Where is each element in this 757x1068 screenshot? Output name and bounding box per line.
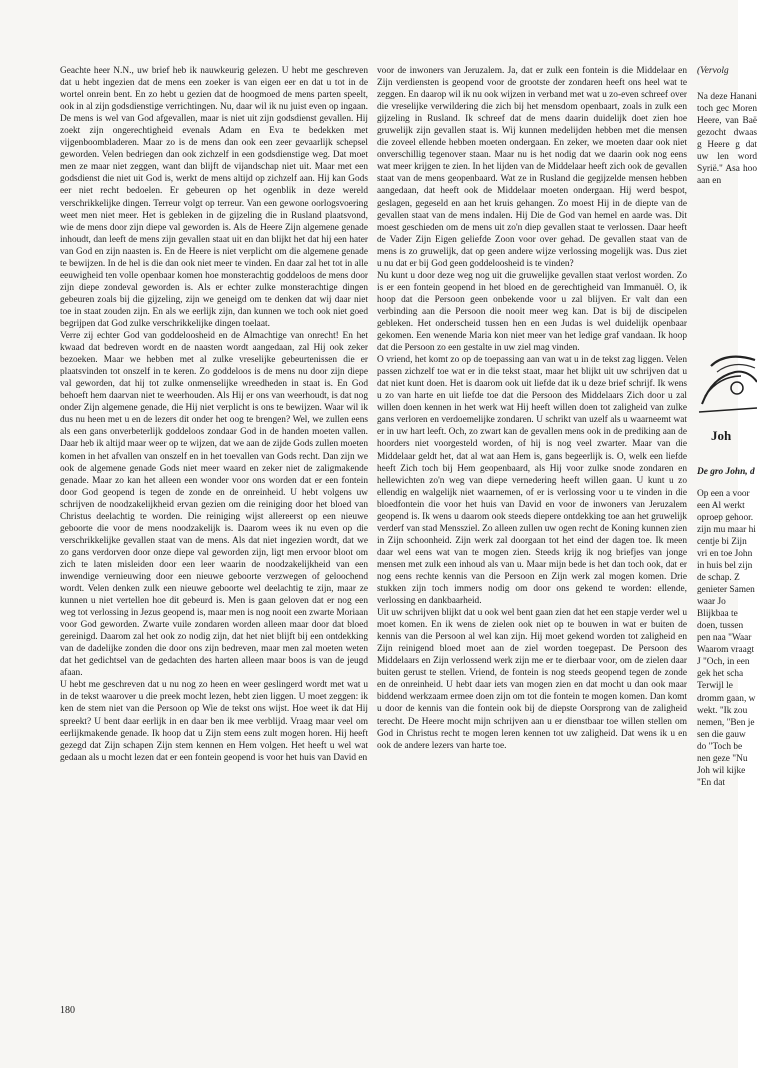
paragraph: Uit uw schrijven blijkt dat u ook wel bent gaan zien dat het een stapje verder wel u moet komen. En ik wens de zielen ook niet op te bouwen in wat er buiten de kennis van die Persoon al wel kan zijn. Hij moet gekend worden tot zaligheid en Zijn reinigend bloed moet aan de ziel worden toegepast. De Persoon des Middelaars en Zijn verlossend werk zijn me er te dierbaar voor, om de zielen daar buiten gerust te stellen. Vriend, de fontein is nog steeds geopend tegen de zonde en de onreinheid. U hebt daar iets van mogen zien en dat mocht u dan ook maar biddend werkzaam ermee doen zijn om tot die fontein te mogen komen. Dan komt u door de kennis van die fontein ook bij de diepste Oorsprong van de zaligheid terecht. De Heere mocht mijn schrijven aan u er dienstbaar toe willen stellen om God in Christus recht te mogen leren kennen tot uw zaligheid. Dat wens ik u en ook de andere lezers van harte toe. [377, 608, 687, 751]
paragraph: Verre zij echter God van goddeloosheid en de Almachtige van onrecht! En het kwaad dat bedreven wordt en de naasten wordt aangedaan, zal Hij ook zeker bezoeken. Maar we hebben met al zulke vreselijke gebeurtenissen die er plaatsvinden tot onszelf in te keren. Zo goddeloos is de mens nu door zijn diepe val geworden, dat hij tot zulke onmenselijke wreedheden in staat is. En God behoeft hem daarvan niet te weerhouden. Als Hij er ons van weerhoudt, is dat nog onder Zijn algemene genade, die Hij niet verplicht is ons te bewijzen. Waar wil ik dus nu heen met u en de lezers dit onder het oog te brengen? Wel, we zullen eens als een gans onverbeterlijk goddeloos zondaar God in de handen moeten vallen. Daar heb ik altijd maar weer op te wijzen, dat we aan de zijde Gods zullen moeten komen in het afvallen van onszelf en in het toevallen van Gods recht. Dan zijn we ook de algemene genade Gods niet meer waard en zeker niet de zaligmakende genade. Maar zo kan het alleen een wonder voor ons worden dat er een fontein door God geopend is tegen de zonde en de onreinheid. U hebt volgens uw schrijven de noodzakelijkheid ervan gezien om die reiniging door het bloed van Christus deelachtig te worden. Die reiniging wijst allereerst op een nieuwe geboorte die voor de mens noodzakelijk is. Daarom wees ik nu even op die verschrikkelijke gevallen staat van de mens. Als dat niet ingezien wordt, dat we zo gans verdorven door onze diepe val geworden zijn, ligt men ervoor bloot om zich te laten misleiden door een leer waarin de noodzakelijkheid van een inwendige vernieuwing door een nieuwe geboorte verzwegen of geloochend wordt. Velen denken zulk een nieuwe geboorte wel deelachtig te zijn, maar ze kunnen u niet vertellen hoe dit gebeurd is. Men is gaan geloven dat er nog een weg tot verlossing in Jezus geopend is, maar men is nog nooit een zwarte Moriaan voor God geworden. Zwarte vuile zondaren worden alleen maar door dat bloed gereinigd. Daarom zal het ook zo nodig zijn, dat het niet blijft bij een ontdekking van de dadelijke zonden die door ons zijn bedreven, maar men zal moeten weten dat het gedichtsel van de gedachten des harten alleen maar boos is van de jeugd afaan. [60, 331, 369, 679]
middle-text-column [377, 65, 687, 1000]
paragraph: Nu kunt u door deze weg nog uit die gruwelijke gevallen staat verlost worden. Zo is er een fontein geopend in het bloed en de gerechtigheid van Immanuël. O, ik hoop dat die Persoon geen onbekende voor u zal blijven. Er valt dan een verbinding aan die Persoon die nooit meer weg kan. Dat is bij de discipelen gebleken. Het onderscheid tussen hen en een Judas is wel duidelijk openbaar gekomen. Een wenende Maria kon niet meer van het ledige graf vandaan. Ik hoop dat die Persoon zo een gestalte in uw ziel mag vinden. [377, 270, 687, 354]
story-heading: Joh [711, 428, 732, 443]
paragraph: Na deze Hanani toch gec Moren Heere, van Baë gezocht dwaas g Heere g dat uw len word Syrië." Asa hoo aan en [697, 92, 757, 187]
paragraph: U hebt me geschreven dat u nu nog zo heen en weer geslingerd wordt met wat u in de tekst waarover u die preek mocht lezen, hebt zien liggen. U moet zeggen: ik ken de stem niet van die Persoon op Wie de tekst ons wijst. Hoe weet ik dat Hij spreekt? U bent daar eerlijk in en daar ben ik mee verblijd. Vraag maar veel om eerlijkmakende genade. Ik hoop dat u Zijn stem eens zult mogen horen. Hij heeft gezegd dat Zijn schapen Zijn stem kennen en Hem volgen. Het heeft u wel wat gedaan als u mocht lezen dat er een fontein geopend is voor het huis van David en [60, 680, 368, 763]
paragraph: Geachte heer N.N., uw brief heb ik nauwkeurig gelezen. U hebt me geschreven dat u hebt ingezien dat de mens een zoeker is van eigen eer en dat u tot in de wortel onrein bent. En zo hebt u gezien dat de hoogmoed de mens parten speelt, ook in al zijn godsdienstige verrichtingen. Nu, daar wil ik nu juist even op ingaan. De mens is wel van God afgevallen, maar is niet uit zijn godsdienst gevallen. Hij zoekt zijn ongerechtigheid evenals Adam en Eva te bedekken met vijgenboombladeren. Maar zo is de mens dan ook een zeer gevaarlijk schepsel geworden. Velen bedriegen dan ook zichzelf in een godsdienstige weg. Dat moet men ze maar niet zeggen, want dan blijft de vijandschap niet uit. Maar met een godsdienst die niet uit God is, werkt de mens altijd op zichzelf aan. Hij kan Gods eer niet recht bedoelen. Er gebeuren op het ogenblik in deze wereld verschrikkelijke dingen. Terreur volgt op terreur. Van een gewone oorlogsvoering weet men niet meer. Het is gebleken in de gijzeling die in Rusland plaatsvond, wie de mens door zijn diepe val geworden is. Als de Heere Zijn algemene genade inhoudt, dan leeft de mens zijn gevallen staat uit en dan blijkt het dat hij een hater van God en zijn naasten is. En de Heere is niet verplicht om die algemene genade te bewijzen. In de hel is die dan ook niet meer te vinden. En daar zal het tot in alle eeuwigheid ten volle openbaar komen hoe monsterachtig goddeloos de mens door zijn diepe zondeval geworden is. Als er echter zulke monsterachtige dingen gebeuren zoals bij die gijzeling, zijn we geneigd om te denken dat wij daar niet toe in staat zouden zijn. En als we eerlijk zijn, dan kunnen we toch ook niet goed begrijpen dat God zulke verschrikkelijke dingen toelaat. [60, 66, 368, 329]
paragraph: O vriend, het komt zo op de toepassing aan van wat u in de tekst zag liggen. Velen passen zichzelf toe wat er in die tekst staat, maar het blijkt uit uw schrijven dat u dat niet kunt doen. Het is daarom ook uit liefde dat ik u deze brief schrijf. Ik wens u zo van harte en uit liefde toe dat die Persoon des Middelaars Zich door u zal willen doen kennen in het werk wat Hij heeft willen doen tot zaligheid van zulke gans verloren en verdoemelijke zondaren. U schrikt van uzelf als u waarneemt wat er in uw hart leeft. Och, zo zwart kan de gevallen mens ook in de prediking aan de hoorders niet voorgesteld worden, of hij is nog veel zwarter. Maar van die Middelaar geldt het, dat al wat aan Hem is, gans begeerlijk is. O, welk een liefde heeft Zich toch bij Hem geopenbaard, als Hij voor zulke snode zondaren en hellewichten zo'n weg van diepe vernedering heeft willen gaan. U kunt u zo ellendig en walgelijk niet waarnemen, of er is verlossing voor u te vinden in die bloedfontein die voor het huis van David en voor de inwoners van Jeruzalem geopend is. Ik wens u daarom ook steeds diepere ontdekking toe aan het gruwelijk verderf van stad Menssziel. Zo alleen zullen uw ogen recht de Koning kunnen zien in Zijn schoonheid. Zijn werk zal doorgaan tot het eind der dagen toe. Ik meen daar wel eens wat van te mogen zien. Steeds krijg ik nog briefjes van jonge mensen met zulk een inhoud als van u. Maar mijn bede is het dan toch ook, dat er nog eens rechte kennis van die Persoon en Zijn werk zal mogen komen. Drie stukken zijn toch immers nodig om door ons gekend te worden: ellende, verlossing en dankbaarheid. [377, 355, 687, 607]
paragraph: Op een a voor een Al werkt oproep gehoor. zijn mu maar hi centje bi Zijn vri en toe John in huis bel zijn de schap. Z genieter Samen waar Jo Blijkbaa te doen, tussen pen naa "Waar Waarom vraagt J "Och, in een gek het scha Terwijl le dromm gaan, w wekt. "Ik zou nemen, "Ben je sen die gauw do "Toch be nen geze "Nu Joh wil kijke "En dat [697, 488, 756, 788]
paragraph: voor de inwoners van Jeruzalem. Ja, dat er zulk een fontein is die Middelaar en Zijn verdiensten is geopend voor de grootste der zondaren heeft ons heel wat te zeggen. En daarop wil ik nu ook wijzen in verband met wat u zo-even schreef over die vreselijke verwildering die zich bij het mensdom openbaart, zoals in zulk een gijzeling in Rusland. Ik schreef dat de mens daarin duidelijk doet zien hoe gruwelijk zijn gevallen staat is. Wij kunnen medelijden hebben met die mensen die zoveel ellende hebben moeten ondergaan. En zeker, we moeten daar ook niet onverschillig tegenover staan. Maar nu is het nodig dat we daarin ook nog eens wat meer krijgen te zien. In het lijden van de Middelaar heeft zich ook de gevallen staat van de mens geopenbaard. Wat ze in Rusland die gegijzelde mensen hebben aangedaan, dat heeft ook de Middelaar moeten ondergaan. Hij werd bespot, geslagen, gegeseld en aan het kruis gehangen. Zo moest Hij in de diepte van de gevallen staat van de mens indalen. Hij Die de God van hemel en aarde was. Dit moest geschieden om de mens uit zo'n diep gevallen staat te verlossen. Daar heeft de Vader Zijn Eigen geliefde Zoon voor over gehad. De gevallen staat van de mens is zo gruwelijk, dat op geen andere wijze verlossing mogelijk was. Dus ziet u nu dat er bij God geen goddeloosheid is te vinden? [377, 66, 687, 269]
right-story-column [697, 457, 757, 798]
continued-label: (Vervolg [697, 66, 729, 76]
story-subtitle: De gro John, d [697, 467, 755, 478]
left-text-column [60, 65, 368, 1000]
drawing-illustration [697, 346, 757, 416]
page-number: 180 [60, 1005, 75, 1016]
